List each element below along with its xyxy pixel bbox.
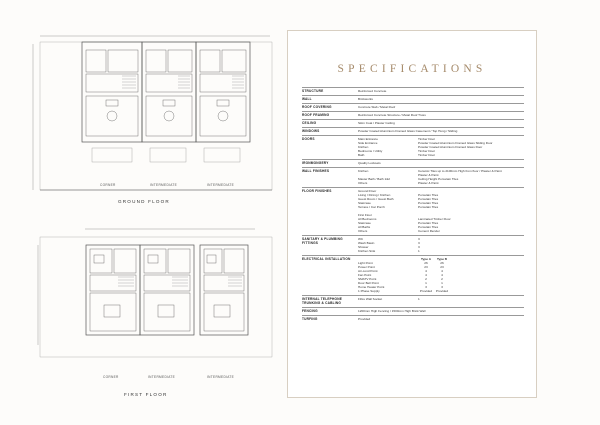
spec-line	[358, 121, 524, 125]
first-unit-label-intermediate-2: INTERMEDIATE	[207, 375, 235, 379]
spec-values	[358, 113, 524, 117]
spec-detail: 3	[418, 237, 420, 241]
spec-detail	[373, 97, 524, 101]
spec-detail: Porcelain Tiles	[418, 201, 439, 205]
spec-item: Reinforced Concrete	[358, 89, 387, 93]
spec-row	[302, 307, 524, 313]
elec-cell: Provided	[435, 289, 449, 293]
spec-key: WALL FINISHES	[302, 169, 330, 173]
spec-item: Wash Basin	[358, 241, 375, 245]
spec-line	[358, 297, 524, 301]
elec-header-cell: Type B	[436, 257, 448, 261]
spec-item: Fibre Wall Socket	[358, 297, 383, 301]
spec-key: WINDOWS	[302, 129, 320, 133]
elec-cell: Power Point	[358, 265, 375, 269]
spec-values	[358, 161, 524, 165]
spec-line	[358, 309, 524, 313]
elec-cell: 26	[424, 261, 428, 265]
spec-line	[358, 161, 524, 165]
elec-cell: 1	[441, 281, 443, 285]
spec-values	[358, 317, 524, 321]
spec-item: All Bedrooms	[358, 217, 377, 221]
spec-item: Powder Coated Aluminium Framed Glass Casement / Top Hung / Sliding	[358, 129, 458, 133]
spec-row	[302, 159, 524, 165]
spec-item: Kitchen	[358, 145, 369, 149]
spec-values	[358, 105, 524, 109]
spec-detail: Powder Coated Aluminium Framed Glass Door	[418, 145, 483, 149]
spec-detail	[457, 129, 524, 133]
spec-line	[358, 249, 524, 253]
spec-item: Side Entrance	[358, 141, 378, 145]
spec-detail	[426, 113, 524, 117]
spec-detail: Porcelain Tiles	[418, 205, 439, 209]
spec-line	[358, 153, 524, 157]
floor-plans-panel	[0, 0, 285, 425]
ground-unit-label-intermediate-1: INTERMEDIATE	[150, 183, 178, 187]
spec-item: Others	[358, 229, 368, 233]
spec-item: Bath	[358, 153, 365, 157]
spec-row	[302, 295, 524, 305]
first-floor-plan	[0, 215, 285, 385]
spec-key: SANITARY & PLUMBING FITTINGS	[302, 237, 343, 245]
spec-item: Staircase	[358, 221, 371, 225]
ground-floor-title: GROUND FLOOR	[118, 199, 170, 204]
spec-key: INTERNAL TELEPHONE TRUNKING & CABLING	[302, 297, 343, 305]
spec-line	[358, 89, 524, 93]
spec-key: ELECTRICAL INSTALLATION	[302, 257, 351, 261]
spec-values	[358, 137, 524, 157]
spec-row	[302, 187, 524, 233]
first-unit-label-intermediate-1: INTERMEDIATE	[148, 375, 176, 379]
spec-values	[358, 129, 524, 133]
elec-cell: 4	[441, 273, 443, 277]
spec-item: Kitchen Sink	[358, 249, 376, 253]
first-floor-title: FIRST FLOOR	[124, 392, 168, 397]
spec-values	[358, 237, 524, 253]
spec-values	[358, 257, 524, 293]
spec-row	[302, 119, 524, 125]
spec-detail: Timber Door	[418, 153, 436, 157]
spec-values	[358, 169, 524, 185]
spec-item: First Floor	[358, 213, 372, 217]
spec-row	[302, 315, 524, 321]
spec-line	[358, 181, 524, 185]
spec-row	[302, 135, 524, 157]
spec-item: Concrete Slab / Metal Roof	[358, 105, 396, 109]
elec-cell: 26	[440, 261, 444, 265]
spec-item: Others	[358, 181, 368, 185]
elec-cell: 3	[441, 285, 443, 289]
spec-line	[358, 97, 524, 101]
elec-cell: 4	[425, 273, 427, 277]
spec-key: CEILING	[302, 121, 317, 125]
spec-item: Bedrooms / Utility	[358, 149, 383, 153]
first-unit-label-corner: CORNER	[103, 375, 119, 379]
spec-detail	[370, 317, 524, 321]
spec-line	[358, 105, 524, 109]
spec-item: 1200mm High Fencing / 1500mm High Brick Wall	[358, 309, 426, 313]
spec-values	[358, 189, 524, 233]
specifications-panel	[287, 30, 537, 398]
elec-cell: 3	[425, 285, 427, 289]
elec-cell: 1 Phase Supply	[358, 289, 380, 293]
spec-item: Quality Locksets	[358, 161, 381, 165]
elec-cell: 1	[425, 281, 427, 285]
spec-row	[302, 87, 524, 93]
spec-row	[302, 103, 524, 109]
spec-row	[302, 235, 524, 253]
spec-item: Main Entrance	[358, 137, 378, 141]
elec-header-cell: Type A	[421, 257, 431, 261]
spec-detail: Porcelain Tiles	[418, 197, 439, 201]
spec-detail: Ceiling Height Porcelain Tiles	[418, 177, 459, 181]
spec-line	[358, 317, 524, 321]
spec-line	[358, 113, 524, 117]
spec-detail: Timber Door	[418, 149, 436, 153]
spec-item: Master Bath / Bath 1&2	[358, 177, 390, 181]
spec-key: WALL	[302, 97, 312, 101]
spec-key: TURFING	[302, 317, 318, 321]
spec-item: WC	[358, 237, 364, 241]
spec-item: Brickworks	[358, 97, 373, 101]
spec-key: ROOF COVERING	[302, 105, 332, 109]
spec-detail: Timber Door	[418, 137, 436, 141]
elec-cell: 23	[424, 265, 428, 269]
spec-detail: Porcelain Tiles	[418, 221, 439, 225]
elec-line	[358, 289, 524, 293]
elec-cell: 23	[440, 265, 444, 269]
spec-values	[358, 309, 524, 313]
spec-key: ROOF FRAMING	[302, 113, 330, 117]
spec-detail	[386, 89, 524, 93]
spec-item: Skim Coat / Plaster Ceiling	[358, 121, 395, 125]
spec-detail: 3	[418, 245, 420, 249]
spec-detail	[425, 309, 524, 313]
spec-row	[302, 95, 524, 101]
spec-row	[302, 127, 524, 133]
elec-cell: 2	[441, 277, 443, 281]
spec-line	[358, 229, 524, 233]
spec-row	[302, 111, 524, 117]
spec-values	[358, 297, 524, 305]
spec-item: Terrace / Car Porch	[358, 205, 385, 209]
spec-detail	[395, 121, 524, 125]
elec-cell: 2	[425, 277, 427, 281]
spec-key: FENCING	[302, 309, 318, 313]
spec-detail: Plaster & Paint	[418, 181, 439, 185]
spec-detail: Porcelain Tiles	[418, 225, 439, 229]
ground-floor-plan	[0, 0, 285, 200]
spec-detail: 3	[418, 241, 420, 245]
spec-detail: Porcelain Tiles	[418, 193, 439, 197]
spec-item: Provided	[358, 317, 371, 321]
elec-cell: Door Bell Point	[358, 281, 379, 285]
specifications-title: SPECIFICATIONS	[337, 63, 487, 75]
spec-detail: 1	[418, 297, 420, 301]
spec-row	[302, 255, 524, 293]
spec-values	[358, 89, 524, 93]
spec-detail: 1	[418, 249, 420, 253]
spec-item: Reinforced Concrete Structure / Metal Roof Truss	[358, 113, 426, 117]
elec-cell: SMATV Point	[358, 277, 377, 281]
spec-key: STRUCTURE	[302, 89, 324, 93]
spec-item: All Baths	[358, 225, 371, 229]
elec-cell: Home Heater Point	[358, 285, 385, 289]
spec-item: Living / Dining / Kitchen	[358, 193, 391, 197]
spec-row	[302, 167, 524, 185]
spec-key: FLOOR FINISHES	[302, 189, 332, 193]
spec-item: Staircase	[358, 201, 371, 205]
ground-unit-label-corner: CORNER	[100, 183, 116, 187]
spec-detail	[395, 105, 524, 109]
elec-cell: 4	[441, 269, 443, 273]
elec-cell: Air-cond Point	[358, 269, 378, 273]
elec-cell: Fan Point	[358, 273, 372, 277]
ground-unit-label-intermediate-2: INTERMEDIATE	[207, 183, 235, 187]
spec-detail	[381, 161, 524, 165]
spec-item: Kitchen	[358, 169, 369, 173]
elec-cell: Provided	[419, 289, 433, 293]
spec-line	[358, 129, 524, 133]
elec-cell: 4	[425, 269, 427, 273]
spec-detail: Cement Render	[418, 229, 440, 233]
spec-detail: Ceramic Tiles up to 2100mm High from floor / Plaster & Paint	[418, 169, 502, 173]
spec-item: Guest Room / Guest Bath	[358, 197, 394, 201]
elec-cell: Light Point	[358, 261, 373, 265]
spec-values	[358, 121, 524, 125]
spec-item: Shower	[358, 245, 369, 249]
spec-detail: Powder Coated Aluminium Framed Glass Sliding Door	[418, 141, 493, 145]
spec-values	[358, 97, 524, 101]
spec-detail: Laminated Timber Floor	[418, 217, 451, 221]
spec-key: DOORS	[302, 137, 315, 141]
spec-item: Ground Floor	[358, 189, 377, 193]
spec-detail: Plaster & Paint	[418, 173, 439, 177]
spec-key: IRONMONGERY	[302, 161, 329, 165]
specifications-table	[302, 87, 524, 323]
